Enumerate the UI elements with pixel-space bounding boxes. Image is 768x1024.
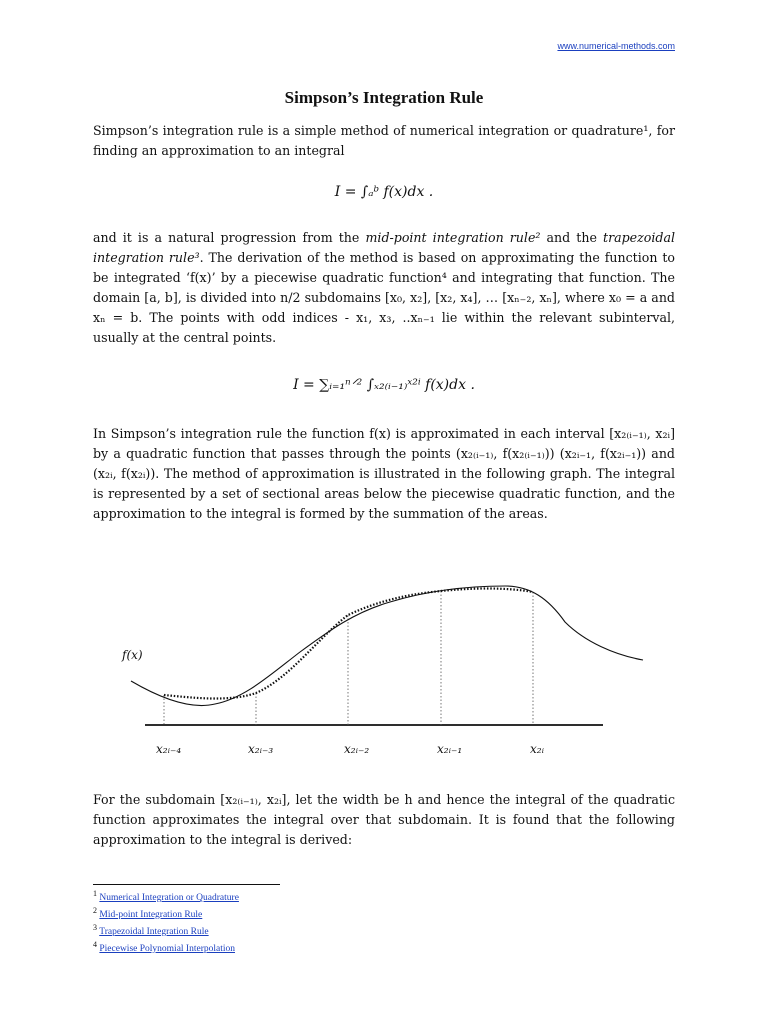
footnote-link-3[interactable]: Trapezoidal Integration Rule xyxy=(99,926,209,937)
intro-paragraph: Simpson’s integration rule is a simple method of numerical integration or quadrature¹, for finding an approximation to an integral xyxy=(93,123,675,158)
function-curve xyxy=(131,586,643,706)
trapezoidal-rule-term: trapezoidal integration rule³ xyxy=(93,230,675,265)
footnote-3: $^3$ Trapezoidal Integration Rule xyxy=(93,922,209,937)
simpson-figure xyxy=(0,570,768,770)
p2-text-a: and it is a natural progression from the xyxy=(93,230,360,245)
footnote-link-1[interactable]: Numerical Integration or Quadrature xyxy=(99,893,239,904)
footnote-link-2[interactable]: Mid-point Integration Rule xyxy=(99,910,203,921)
x-label-2: x₂ᵢ₋₃ xyxy=(248,742,274,756)
page-title: Simpson’s Integration Rule xyxy=(284,88,484,107)
integral-equation: I = ∫ₐᵇ f(x)dx . xyxy=(334,184,434,200)
sum-equation: I = ∑ᵢ₌₁ⁿᐟ² ∫ₓ₂₍ᵢ₋₁₎ˣ²ⁱ f(x)dx . xyxy=(293,377,475,393)
y-axis-label: f(x) xyxy=(122,648,143,662)
p2-text-c: . The derivation of the method is based on approximating the function to be integrated ‘f(x)’ by a piecewise quadratic function⁴ and integrating that function. The domain [a, b], is divided into n/2 subdomains [x₀, x₂], [x₂, x₄], … [xₙ₋₂, xₙ], where x₀ = a and xₙ = b. The points with odd indices - x₁, x₃, ..xₙ₋₁ lie within the relevant subinterval, usually at the central points. xyxy=(93,250,675,345)
x-label-1: x₂ᵢ₋₄ xyxy=(156,742,182,756)
subdomain-paragraph: For the subdomain [x₂₍ᵢ₋₁₎, x₂ᵢ], let the width be h and hence the integral of the quadratic function approximates the integral over that subdomain. It is found that the following approximation to the integral is derived: xyxy=(93,792,675,847)
footnote-1: $^1$ Numerical Integration or Quadrature xyxy=(93,889,239,904)
footnotes xyxy=(93,888,239,955)
method-paragraph: In Simpson’s integration rule the function f(x) is approximated in each interval [x₂₍ᵢ₋₁₎, x₂ᵢ] by a quadratic function that passes through the points (x₂₍ᵢ₋₁₎, f(x₂₍ᵢ₋₁₎)) (x₂ᵢ₋₁, f(x₂ᵢ₋₁)) and (x₂ᵢ, f(x₂ᵢ)). The method of approximation is illustrated in the following graph. The integral is represented by a set of sectional areas below the piecewise quadratic function, and the approximation to the integral is formed by the summation of the areas. xyxy=(93,426,675,521)
footnote-divider xyxy=(93,884,280,885)
derivation-paragraph xyxy=(93,228,675,348)
footnote-2: $^2$ Mid-point Integration Rule xyxy=(93,905,203,921)
quadratic-approximation xyxy=(164,589,533,699)
footnote-link-4[interactable]: Piecewise Polynomial Interpolation xyxy=(99,943,235,954)
x-label-4: x₂ᵢ₋₁ xyxy=(437,742,463,756)
midpoint-rule-term: mid-point integration rule² xyxy=(365,230,541,245)
p2-text-b: and the xyxy=(546,230,597,245)
footnote-4: $^4$ Piecewise Polynomial Interpolation xyxy=(93,939,235,954)
x-label-3: x₂ᵢ₋₂ xyxy=(344,742,370,756)
x-label-5: x₂ᵢ xyxy=(530,742,544,756)
site-link[interactable]: www.numerical-methods.com xyxy=(557,41,675,51)
